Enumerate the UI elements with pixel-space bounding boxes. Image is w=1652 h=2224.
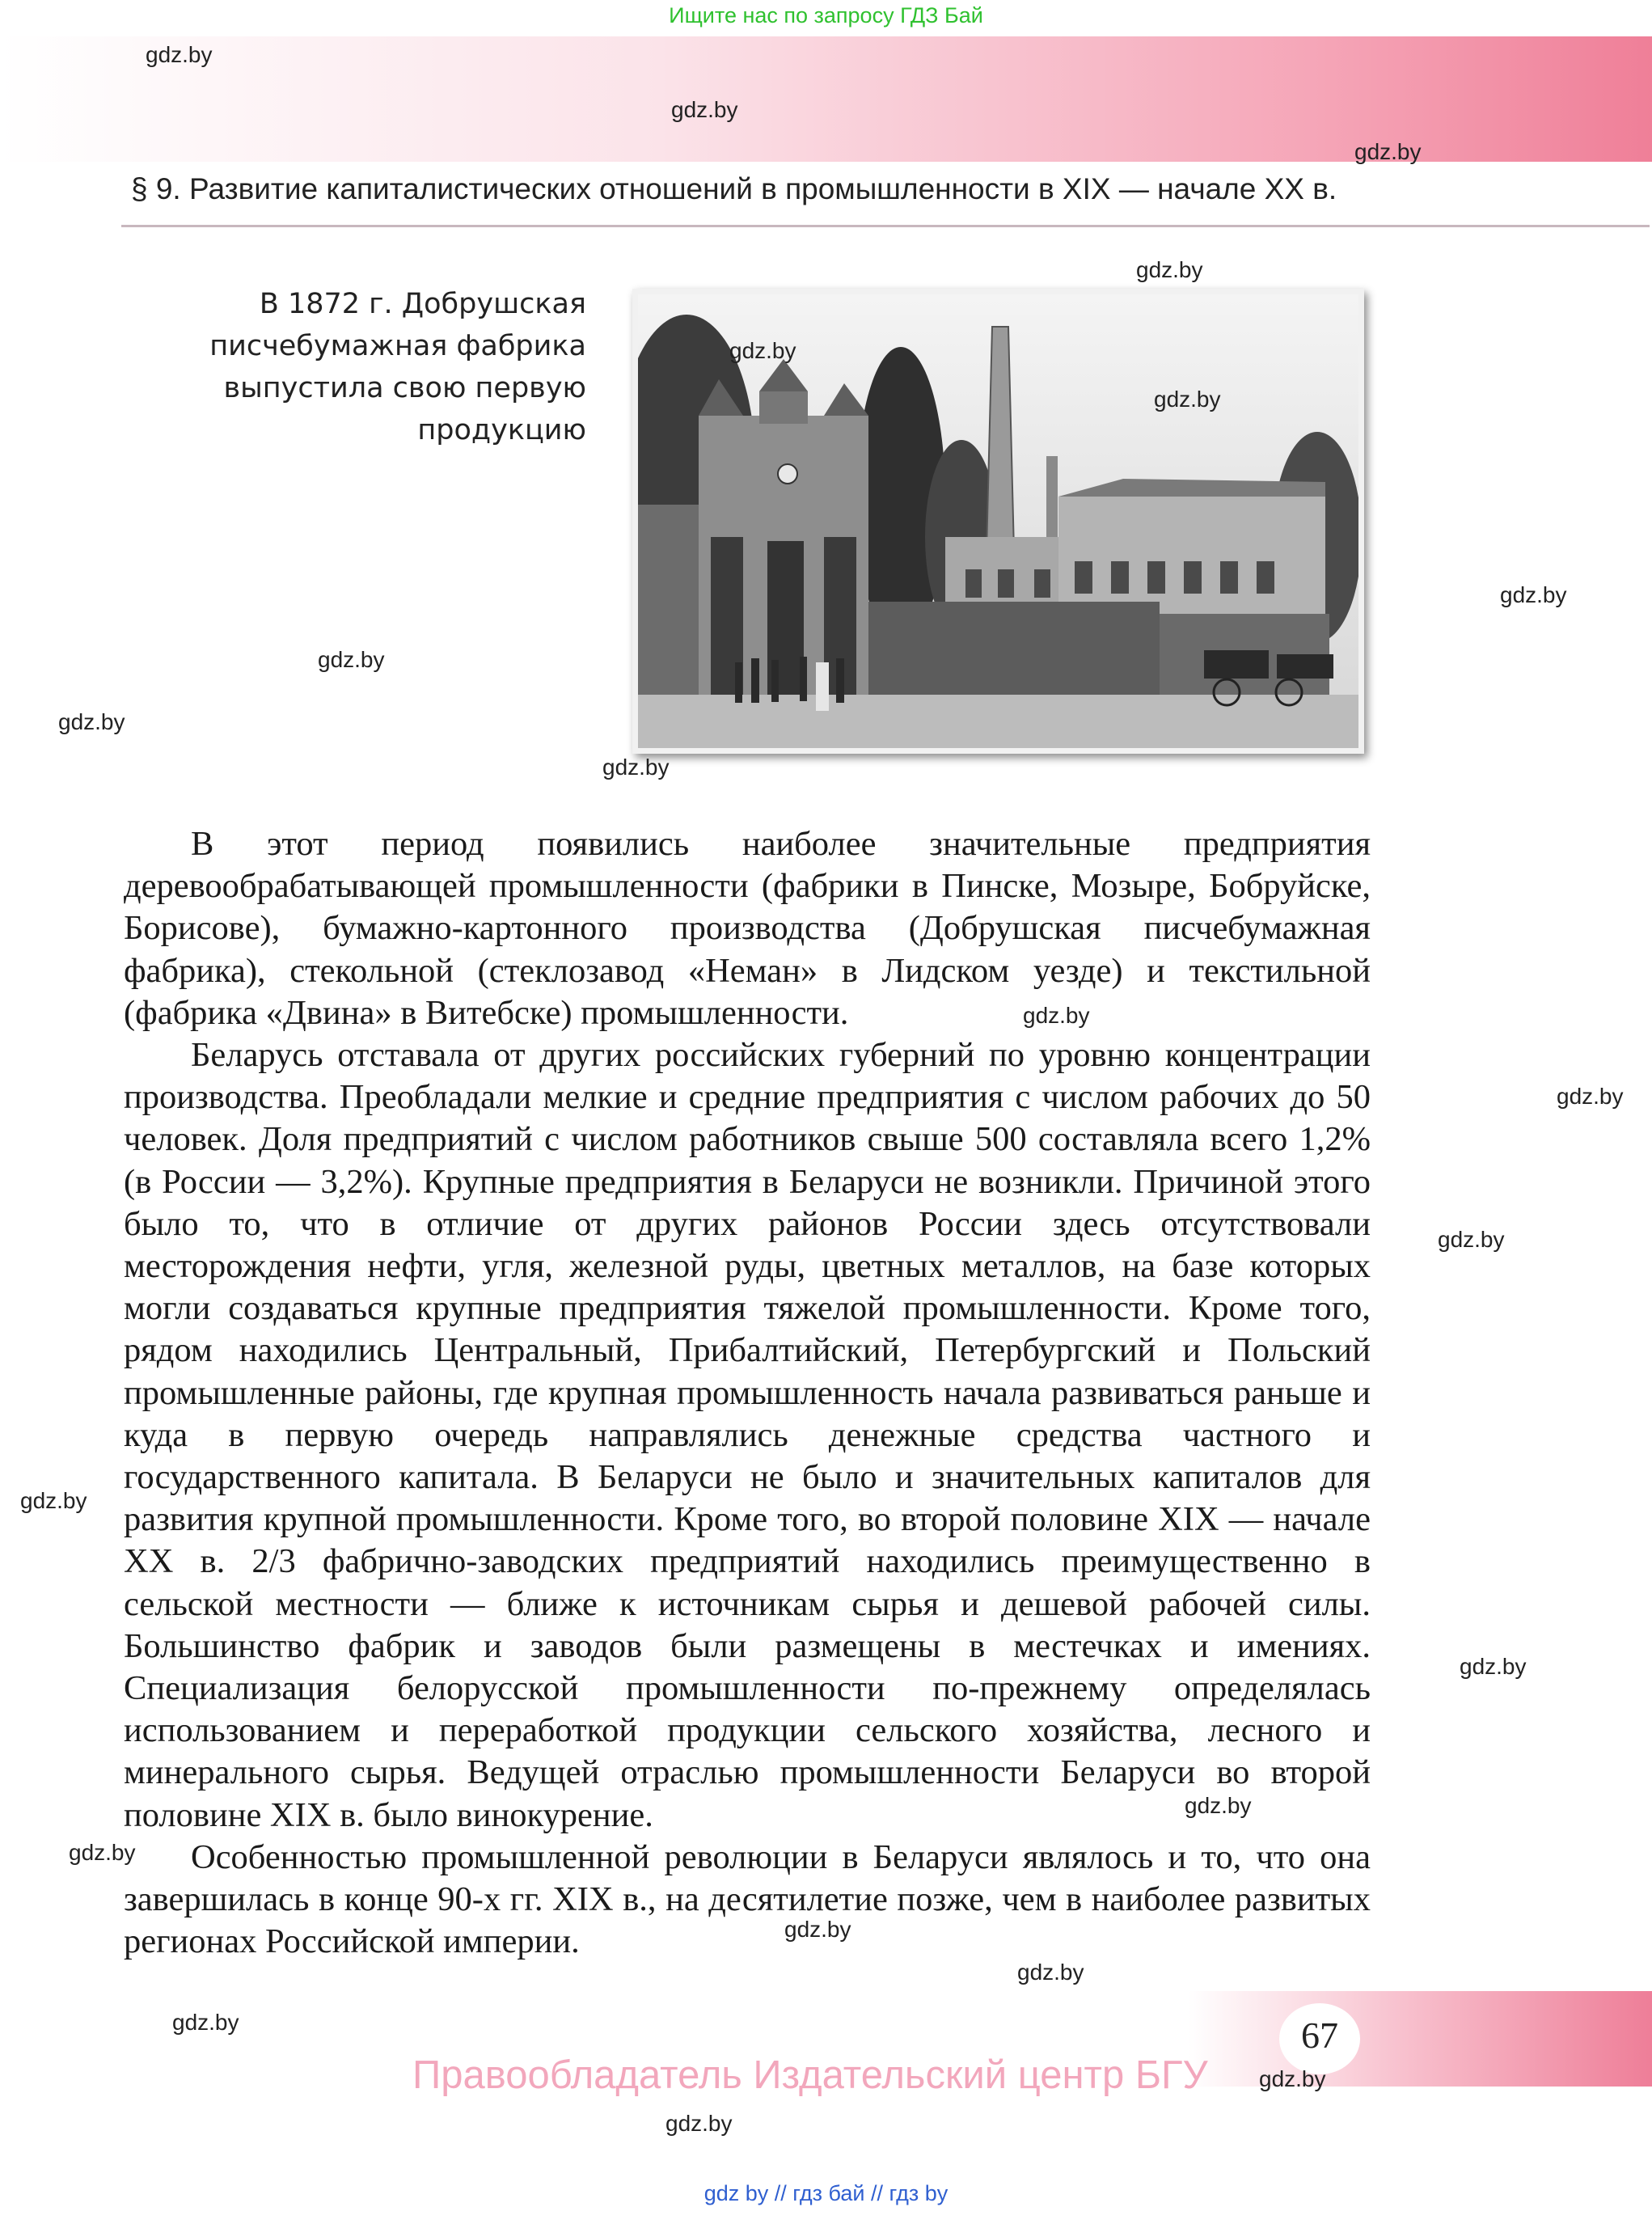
footer-links[interactable]: gdz by // гдз бай // гдз by bbox=[703, 2181, 949, 2205]
watermark: gdz.by bbox=[1136, 257, 1203, 282]
watermark: gdz.by bbox=[1354, 139, 1422, 164]
watermark: gdz.by bbox=[671, 97, 738, 122]
watermark: gdz.by bbox=[1460, 1654, 1527, 1679]
paragraph: В этот период появились наиболее значительные предприятия деревообрабатывающей промышленности (фабрики в Пинске, Мозыре, Бобруйске, Борисове), бумажно-картонного производства (Добрушская писчебумажная фабрика), стекольной (стеклозавод «Неман» в Лидском уезде) и текстильной (фабрика «Двина» в Витебске) промышленности. bbox=[124, 825, 1371, 1032]
page-number: 67 bbox=[1301, 2015, 1338, 2056]
watermark: gdz.by bbox=[1259, 2066, 1326, 2091]
watermark: gdz.by bbox=[1185, 1793, 1252, 1818]
paragraph: Особенностью промышленной революции в Беларуси являлось и то, что она завершилась в конце 90-х гг. XIX в., на десятилетие позже, чем в наиболее развитых регионах Российской империи. bbox=[124, 1837, 1371, 1961]
watermark: gdz.by bbox=[784, 1917, 851, 1942]
body-text bbox=[124, 823, 1371, 1963]
watermark: gdz.by bbox=[1017, 1960, 1084, 1985]
footer-band bbox=[1189, 1991, 1652, 2087]
watermark: gdz.by bbox=[69, 1840, 136, 1865]
watermark: gdz.by bbox=[1438, 1227, 1505, 1252]
watermark: gdz.by bbox=[58, 709, 125, 734]
copyright-notice: Правообладатель Издательский центр БГУ bbox=[412, 2053, 1208, 2097]
header-divider bbox=[121, 225, 1650, 227]
figure-caption: В 1872 г. Добрушская писчебумажная фабрика выпустила свою первую продукцию bbox=[209, 288, 586, 446]
watermark: gdz.by bbox=[172, 2010, 239, 2035]
paragraph: Беларусь отставала от других российских губерний по уровню концентрации производства. Преобладали мелкие и средние предприятия с числом рабочих до 50 человек. Доля предприятий с числом работников свыше 500 составляла всего 1,2% (в России — 3,2%). Крупные предприятия в Беларуси не возникли. Причиной этого было то, что в отличие от других районов России здесь отсутствовали месторождения нефти, угля, железной руды, цветных металлов, на базе которых могли создаваться крупные предприятия тяжелой промышленности. Кроме того, рядом находились Центральный, Прибалтийский, Петербургский и Польский промышленные районы, где крупная промышленность начала развиваться раньше и куда в первую очередь направлялись денежные средства частного и государственного капитала. В Беларуси не было и значительных капиталов для развития крупной промышленности. Кроме того, во второй половине XIX — начале XX в. 2/3 фабрично-заводских предприятий находились преимущественно в сельской местности — ближе к источникам сырья и дешевой рабочей силы. Большинство фабрик и заводов были размещены в местечках и имениях. Специализация белорусской промышленности по-прежнему определялась использованием и переработкой продукции сельского хозяйства, лесного и минерального сырья. Ведущей отраслью промышленности Беларуси во второй половине XIX в. было винокурение. bbox=[124, 1036, 1371, 1834]
watermark: gdz.by bbox=[146, 42, 213, 67]
watermark: gdz.by bbox=[729, 338, 796, 363]
running-head: § 9. Развитие капиталистических отношений в промышленности в XIX — начале XX в. bbox=[131, 172, 1337, 205]
watermark: gdz.by bbox=[1154, 387, 1221, 412]
watermark: gdz.by bbox=[318, 647, 385, 672]
watermark: gdz.by bbox=[1500, 582, 1567, 607]
search-hint-text[interactable]: Ищите нас по запросу ГДЗ Бай bbox=[669, 3, 983, 27]
watermark: gdz.by bbox=[665, 2111, 733, 2136]
watermark: gdz.by bbox=[20, 1488, 87, 1513]
watermark: gdz.by bbox=[602, 755, 670, 780]
watermark: gdz.by bbox=[1557, 1084, 1624, 1109]
watermark: gdz.by bbox=[1023, 1003, 1090, 1028]
